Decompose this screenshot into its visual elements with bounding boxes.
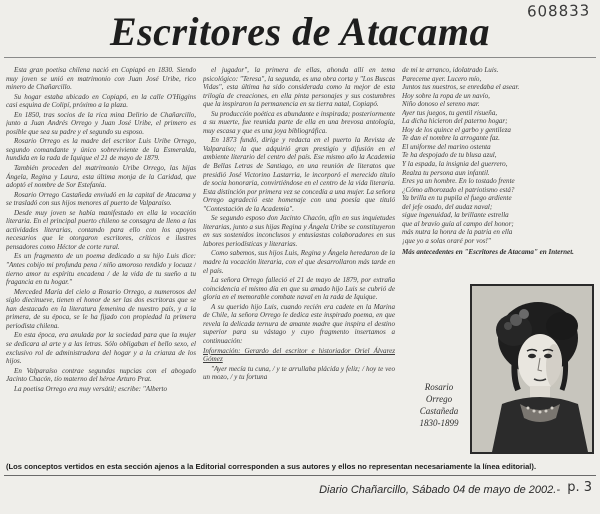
caption-line: 1830-1899 xyxy=(419,418,459,428)
photo-caption xyxy=(404,381,474,429)
poem-verses xyxy=(402,66,592,245)
poem-verse: Te dan el nombre la arrogante faz. xyxy=(402,134,500,143)
poem-verse: Realza tu persona aun infantil. xyxy=(402,168,490,177)
poem-verse: La dicha hicieron del paterno hogar; xyxy=(402,117,508,126)
article-paragraph: Esta gran poetisa chilena nació en Copiapó en 1830. Siendo muy joven se unió en matrimonio con Juan José Uribe, rico minero de Chañarcillo. xyxy=(6,66,196,92)
article-paragraph: Se segundo esposo don Jacinto Chacón, afín en sus inquietudes literarias, junto a sus hijas Regina y Ángela Uribe se constituyeron en sus sostenidos inconclusos y entusiastas colaboradores en sus labores periodísticas y literarias. xyxy=(203,214,395,248)
article-paragraph: Como sabemos, sus hijos Luis, Regina y Ángela heredaron de la madre la vocación literaria, con el que desarrollaron más tarde en el país. xyxy=(203,249,395,275)
poem-verse: Juntos tus nuestros, se enredaba el asear. xyxy=(402,83,520,92)
article-paragraph: Su hogar estaba ubicado en Copiapó, en la calle O'Higgins casi esquina de Colipí, próximo a la plaza. xyxy=(6,92,196,110)
editorial-disclaimer: (Los conceptos vertidos en esta sección ajenos a la Editorial corresponden a sus autores y ellos no representan necesariamente la línea editorial). xyxy=(6,462,537,471)
article-paragraph: También proceden del matrimonio Uribe Orrego, las hijas Ángela, Regina y Laura, esta última monja de la Caridad, que adoptó el nombre de Sor Estefanía. xyxy=(6,164,196,190)
article-column-2 xyxy=(203,66,395,466)
poem-verse: Hoy de los quince el garbo y gentileza xyxy=(402,125,511,134)
caption-line: Orrego xyxy=(425,394,453,404)
article-column-1 xyxy=(6,66,196,472)
poem-verse: que al bravío guía al campo del honor; xyxy=(402,219,514,228)
caption-line: Castañeda xyxy=(419,406,459,416)
article-paragraph: En 1873 fundó, dirige y redacta en el puerto la Revista de Valparaíso; la que adquirió gran prestigio y difusión en el ambiente literario del centro del país. Ese mismo año la Academia de Bellas Letras de Santiago, en una reunión de literatos que presidió José Victorino Lastarria, le incorporó el merecido título de socia honoraria, convirtiéndose en el centro de la vida literaria. Esta distinción por primera vez se concedía a una mujer. La señora Orrego agradeció este homenaje con una poesía que tituló "Contestación de la Academia". xyxy=(203,136,395,213)
poem-verse: más nutra la honra de la patria en ella xyxy=(402,228,513,237)
article-paragraph: Rosario Orrego Castañeda enviudó en la capital de Atacama y se trasladó con sus hijos menores al puerto de Valparaíso. xyxy=(6,190,196,208)
poem-verse: Ya brilla en tu pupila el fuego ardiente xyxy=(402,194,512,203)
poem-verse: Ayer tus juegos, tu gentil risueña, xyxy=(402,108,498,117)
handwritten-archive-number: 608833 xyxy=(526,1,591,21)
headline-rule xyxy=(4,57,596,58)
article-paragraph: La señora Orrego falleció el 21 de mayo de 1879, por extraña coincidencia el mismo día en que su amado hijo Luis se cubrió de gloria en el memorable combate naval en la rada de Iquique. xyxy=(203,276,395,302)
article-paragraph: En Valparaíso contrae segundas nupcias con el abogado Jacinto Chacón, tío materno del héroe Arturo Prat. xyxy=(6,366,196,384)
article-paragraph: Desde muy joven se había manifestado en ella la vocación literaria. En el principal puerto chileno se consagra de lleno a las actividades literarias, contando para ello con los apoyos necesarios que le otorgaron escritores, críticos e ilustres pensadores como Héctor de corte rural. xyxy=(6,208,196,251)
source-note: Más antecedentes en "Escritores de Atacama" en Internet. xyxy=(402,248,574,257)
poem-verse: Pareceme ayer. Lucero mío, xyxy=(402,74,482,83)
article-paragraph: el jugador", la primera de ellas, ahonda allí en tema psicológico: "Teresa", la segunda, es una obra corta y "Los Buscas Vidas", esta última ha sido considerada como la mejor de esta trilogía de creaciones, en ella pinta personajes y sus costumbres que la inspiraron la permanencia en su tierra natal, Copiapó. xyxy=(203,66,395,109)
article-paragraph: A su querido hijo Luis, cuando recién era cadete en la Marina de Chile, la señora Orrego le dedica este inspirado poema, en que revela la delicada ternura de amante madre que inspira el destino superior para su vástago y cuyo fragmento insertamos a continuación: xyxy=(203,302,395,345)
footer-rule xyxy=(4,475,596,476)
article-paragraph: En esta época, era anulada por la sociedad para que la mujer se dedicara al arte y a las letras. Sólo obligaban el bello sexo, el exclusivo rol de administradora del hogar y a la crianza de los hijos. xyxy=(6,331,196,366)
poem-verse: ¿Cómo alborozado el patriotismo está? xyxy=(402,185,515,194)
article-paragraph: Información: Gerardo del escritor e historiador Oriel Álvarez Gómez xyxy=(203,346,395,364)
poem-verse: de mi te arranco, idolatrado Luis. xyxy=(402,66,499,74)
article-paragraph: La poetisa Orrego era muy versátil; escribe: "Alberto xyxy=(14,384,168,393)
article-paragraph: Es un fragmento de un poema dedicado a su hijo Luis dice: "Antes cobijo mi profunda pena / niño amoroso rendido y locuaz / tierno amor tu espíritu encadena / de la vida de tu sueño a tu fragancia en tu hogar." xyxy=(6,252,196,287)
article-paragraph: Merceded María del cielo a Rosario Orrego, a numerosos del siglo diecinueve, tienen el honor de ser las dos escritoras que se han destacado en la literatura femenina de nuestro país, y a la primera, de su época, se le ha fijado con propiedad la primera periodista chilena. xyxy=(6,287,196,330)
poem-verse: Niño donoso el sereno mar. xyxy=(402,100,480,109)
poem-verse: del jefe osado, del audaz naval; xyxy=(402,202,493,211)
poem-verse: Y la espada, la insignia del guerrero, xyxy=(402,160,508,169)
publication-footer: Diario Chañarcillo, Sábado 04 de mayo de 2002.- xyxy=(319,484,560,496)
article-paragraph: Su producción poética es abundante e inspirada; posteriormente a su muerte, fue reunida parte de ella en una brevosa antología, muy escasa y que es una joya bibliográfica. xyxy=(203,109,395,135)
poem-verse: ¡que yo a solas oraré por vos!" xyxy=(402,236,491,245)
poem-verse: El uniforme del marino ostenta xyxy=(402,142,491,151)
poem-verse: sigue ingenuidad, la brillante estrella xyxy=(402,211,509,220)
article-paragraph: Rosario Orrego es la madre del escritor Luis Uribe Orrego, segundo comandante y único sobreviviente de la Esmeralda, hundida en la rada de Iquique el 21 de mayo de 1879. xyxy=(6,137,196,163)
article-paragraph: En 1850, tras socios de la rica mina Delirio de Chañarcillo, junto a Juan Andrés Orrego y Juan José Uribe, el primero es posible que sea su padre y el segundo su esposo. xyxy=(6,110,196,136)
poem-verse: Hoy sobre la ropa de un navío, xyxy=(402,91,490,100)
headline: Escritores de Atacama xyxy=(109,9,491,54)
poem-column xyxy=(402,66,592,286)
poem-verse: Te ha despojado de tu blusa azul, xyxy=(402,151,497,160)
article-paragraph: "Ayer mecía tu cuna, / y te arrullaba plácida y feliz; / hoy te veo un mozo, / y tu fortuna xyxy=(203,364,395,382)
portrait-illustration xyxy=(472,286,592,452)
portrait-photo xyxy=(470,284,594,454)
caption-line: Rosario xyxy=(424,382,454,392)
poem-verse: Eres ya un hombre. En lo tostado frente xyxy=(402,177,515,186)
page-mark: p. 3 xyxy=(567,480,592,495)
